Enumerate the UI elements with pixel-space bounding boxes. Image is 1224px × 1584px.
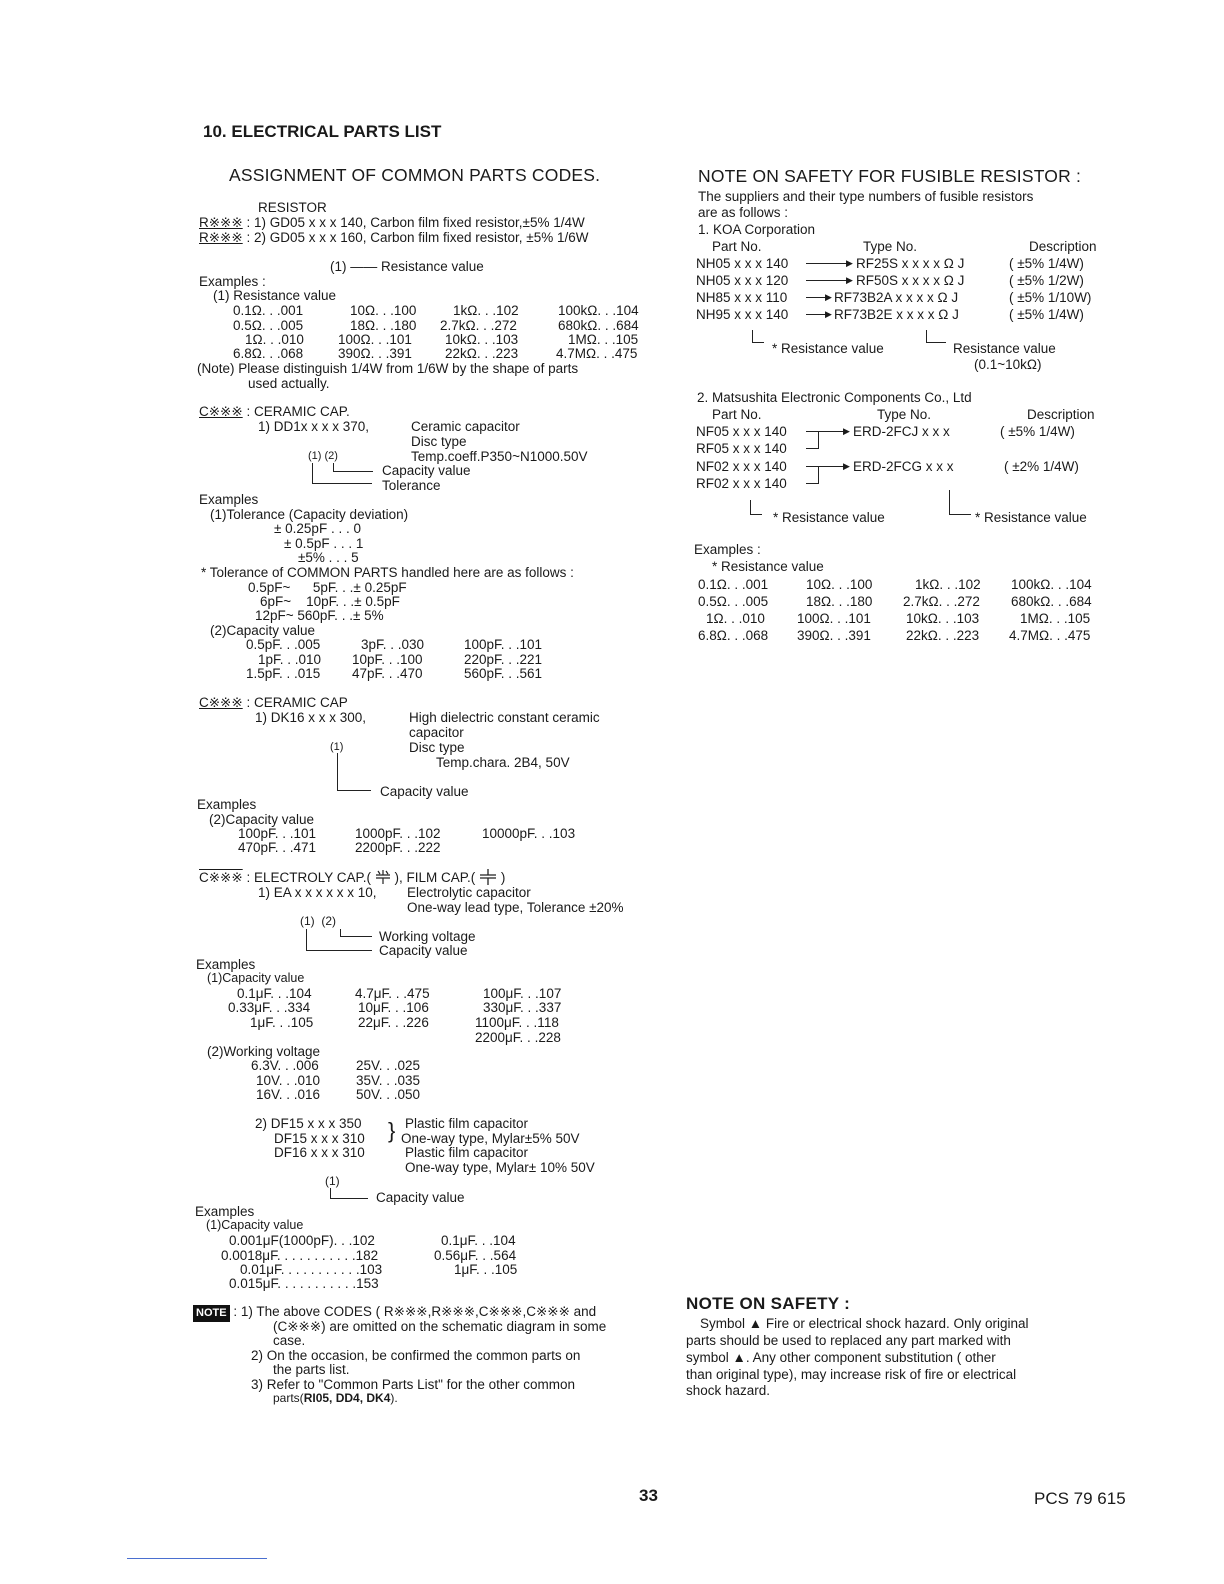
arrow-right-icon: ▶ [825,292,832,302]
table-cell: 2200pF. . .222 [355,840,441,855]
table-cell: 100pF. . .101 [464,637,543,652]
bracket-line [750,500,751,514]
table-cell: NF02 x x x 140 [696,459,787,474]
table-cell: 680kΩ. . .684 [558,318,639,333]
ceramic2-desc3: Temp.chara. 2B4, 50V [436,755,570,770]
table-cell: 6.8Ω. . .068 [233,346,304,361]
safety-l4: than original type), may increase risk of fire or electrical [686,1367,1017,1382]
electro-wv-label: Working voltage [379,929,476,944]
ceramic1-desc3: Temp.coeff.P350~N1000.50V [411,449,588,464]
model-number: PCS 79 615 [1034,1489,1126,1508]
arrow-line [818,466,819,483]
bracket-line [926,342,946,343]
footer-rule [127,1558,267,1559]
safety-l3: symbol ▲. Any other component substitution ( other [686,1350,996,1365]
table-cell: 220pF. . .221 [464,652,543,667]
table-cell: RF05 x x x 140 [696,441,787,456]
fusible-intro2: are as follows : [698,205,789,220]
bracket-line [926,330,927,342]
table-cell: RF73B2A x x x x Ω J [834,290,959,305]
table-cell: 0.5Ω. . .005 [698,594,769,609]
bracket-line [752,330,753,342]
table-cell: 1Ω. . .010 [706,611,765,626]
bracket-line [750,514,762,515]
tol-row: 12pF~ 560pF. . .± 5% [255,608,384,623]
ceramic2-desc1: High dielectric constant ceramic [409,710,600,725]
table-cell: 100μF. . .107 [483,986,562,1001]
assign-title: ASSIGNMENT OF COMMON PARTS CODES. [229,165,601,185]
col-header: Description [1029,239,1097,254]
table-cell: NH95 x x x 140 [696,307,789,322]
bracket-line [312,463,313,483]
table-cell: ( ±5% 1/10W) [1009,290,1092,305]
resistor-note1: (Note) Please distinguish 1/4W from 1/6W by the shape of parts [197,361,579,376]
col-header: Part No. [712,239,762,254]
table-cell: 1kΩ. . .102 [453,303,519,318]
table-cell: 22kΩ. . .223 [445,346,519,361]
table-cell: 6.8Ω. . .068 [698,628,769,643]
bracket-line [330,1188,331,1198]
arrow-right-icon: ▶ [843,461,850,471]
ceramic1-heading: C※※※ : CERAMIC CAP. [199,404,350,419]
bracket-line [330,1198,368,1199]
table-cell: 0.1Ω. . .001 [233,303,304,318]
film-examples: Examples [195,1204,255,1219]
fusible-title: NOTE ON SAFETY FOR FUSIBLE RESISTOR : [698,166,1082,186]
table-cell: 35V. . .035 [356,1073,421,1088]
ceramic2-line: 1) DK16 x x x 300, [255,710,367,725]
electro-desc1: Electrolytic capacitor [407,885,531,900]
note-line3b: parts(RI05, DD4, DK4). [273,1391,398,1405]
table-cell: 47pF. . .470 [352,666,423,681]
table-cell: 1MΩ. . .105 [568,332,639,347]
table-cell: 1Ω. . .010 [245,332,304,347]
brace-icon: } [388,1118,396,1143]
electro-sub2: (2)Working voltage [207,1044,321,1059]
electro-examples: Examples [196,957,256,972]
electro-marks: (1) (2) [300,914,336,928]
table-cell: 1000pF. . .102 [355,826,441,841]
film-d4: One-way type, Mylar± 10% 50V [405,1160,595,1175]
table-cell: NH05 x x x 140 [696,256,789,271]
col-header: Description [1027,407,1095,422]
koa-res-range: (0.1~10kΩ) [974,357,1042,372]
table-cell: 1MΩ. . .105 [1020,611,1091,626]
film-d1: Plastic film capacitor [405,1116,529,1131]
safety-l2: parts should be used to replaced any part marked with [686,1333,1011,1348]
table-cell: 560pF. . .561 [464,666,543,681]
arrow-line [806,263,848,264]
safety-l5: shock hazard. [686,1383,771,1398]
tol-item: ± 0.5pF . . . 1 [284,536,364,551]
film-l2: DF15 x x x 310 [274,1131,365,1146]
table-cell: NH85 x x x 110 [696,290,788,305]
arrow-line [806,483,819,484]
table-cell: 470pF. . .471 [238,840,317,855]
table-cell: 10pF. . .100 [352,652,423,667]
tol-row: 0.5pF~ 5pF. . .± 0.25pF [248,580,407,595]
table-cell: 390Ω. . .391 [338,346,412,361]
table-cell: ( ±2% 1/4W) [1004,459,1079,474]
table-cell: ERD-2FCG x x x [853,459,954,474]
electro-line: 1) EA x x x x x x 10, [258,885,377,900]
koa-res-label2: Resistance value [953,341,1056,356]
table-cell: 0.015μF. . . . . . . . . . .153 [229,1276,379,1291]
section-title: 10. ELECTRICAL PARTS LIST [203,122,442,141]
arrow-line [806,280,848,281]
resistor-heading: RESISTOR [258,200,327,215]
electro-cap-label: Capacity value [379,943,468,958]
table-cell: 2.7kΩ. . .272 [903,594,980,609]
note-line1b: (C※※※) are omitted on the schematic diagram in some [273,1319,607,1334]
table-cell: 4.7μF. . .475 [355,986,430,1001]
table-cell: 50V. . .050 [356,1087,421,1102]
table-cell: 0.5Ω. . .005 [233,318,304,333]
arrow-line [806,466,846,467]
bracket-line [949,514,971,515]
ceramic1-desc2: Disc type [411,434,467,449]
resistor-examples: Examples : [199,274,266,289]
film-mark: (1) [325,1174,340,1188]
table-cell: 4.7MΩ. . .475 [556,346,638,361]
table-cell: 100Ω. . .101 [797,611,871,626]
resistor-note2: used actually. [248,376,330,391]
table-cell: 6.3V. . .006 [251,1058,319,1073]
table-cell: 1kΩ. . .102 [915,577,981,592]
film-l3: DF16 x x x 310 [274,1145,365,1160]
resistor-marker-label: (1) —— Resistance value [330,259,484,274]
ceramic1-sub2: (2)Capacity value [210,623,316,638]
safety-title: NOTE ON SAFETY : [686,1294,851,1313]
arrow-line [818,431,819,448]
ceramic2-desc2: Disc type [409,740,465,755]
table-cell: RF73B2E x x x x Ω J [834,307,959,322]
table-cell: 0.01μF. . . . . . . . . . .103 [240,1262,383,1277]
table-cell: 10μF. . .106 [358,1000,429,1015]
bracket-line [340,936,372,937]
tol-row: 6pF~ 10pF. . .± 0.5pF [260,594,400,609]
arrow-line [806,431,846,432]
koa-res-label1: * Resistance value [772,341,884,356]
table-cell: 22kΩ. . .223 [906,628,980,643]
note-badge: NOTE [193,1305,230,1322]
bracket-line [337,753,338,790]
ceramic2-sub: (2)Capacity value [209,812,315,827]
bracket-line [340,929,341,936]
table-cell: 0.0018μF. . . . . . . . . . .182 [221,1248,379,1263]
table-cell: ( ±5% 1/4W) [1000,424,1075,439]
resistor-line2: R※※※ : 2) GD05 x x x 160, Carbon film fixed resistor, ±5% 1/6W [199,230,589,245]
bracket-line [337,790,371,791]
table-cell: 0.33μF. . .334 [228,1000,311,1015]
table-cell: 10Ω. . .100 [350,303,417,318]
table-cell: 2.7kΩ. . .272 [440,318,517,333]
ceramic1-sub1: (1)Tolerance (Capacity deviation) [210,507,409,522]
table-cell: 2200μF. . .228 [475,1030,561,1045]
table-cell: 1μF. . .105 [454,1262,518,1277]
table-cell: ERD-2FCJ x x x [853,424,950,439]
bracket-line [306,929,307,950]
table-cell: RF50S x x x x Ω J [856,273,965,288]
table-cell: 0.1μF. . .104 [441,1233,516,1248]
table-cell: 0.1μF. . .104 [237,986,312,1001]
safety-l1: Symbol ▲ Fire or electrical shock hazard. Only original [700,1316,1029,1331]
table-cell: NH05 x x x 120 [696,273,789,288]
ceramic2-heading: C※※※ : CERAMIC CAP [199,695,348,710]
table-cell: ( ±5% 1/2W) [1009,273,1084,288]
table-cell: 100kΩ. . .104 [1011,577,1092,592]
bracket-line [949,490,950,514]
film-l1: 2) DF15 x x x 350 [255,1116,362,1131]
ceramic1-examples: Examples [199,492,259,507]
page-number: 33 [639,1486,658,1505]
electro-sub1: (1)Capacity value [207,971,305,985]
resistor-line1: R※※※ : 1) GD05 x x x 140, Carbon film fixed resistor,±5% 1/4W [199,215,585,230]
note-line3a: 3) Refer to "Common Parts List" for the other common [251,1377,575,1392]
bracket-line [752,342,764,343]
table-cell: 330μF. . .337 [483,1000,562,1015]
arrow-right-icon: ▶ [846,258,853,268]
ceramic2-examples: Examples [197,797,257,812]
bracket-line [333,471,373,472]
ceramic2-desc1b: capacitor [409,725,464,740]
table-cell: 10Ω. . .100 [806,577,873,592]
matsu-res-label2: * Resistance value [975,510,1087,525]
matsu-res-label1: * Resistance value [773,510,885,525]
film-cap-label: Capacity value [376,1190,465,1205]
resistor-code: R※※※ [199,215,243,230]
table-cell: 1μF. . .105 [250,1015,314,1030]
table-cell: 100pF. . .101 [238,826,317,841]
ceramic1-tol-label: Tolerance [382,478,441,493]
table-cell: 22μF. . .226 [358,1015,429,1030]
arrow-right-icon: ▶ [846,275,853,285]
arrow-right-icon: ▶ [843,426,850,436]
bracket-line [312,483,372,484]
ceramic2-mark: (1) [330,741,344,753]
note-line1: NOTE : 1) The above CODES ( R※※※,R※※※,C※※※,C※※※ and [193,1304,596,1322]
col-header: Type No. [877,407,932,422]
fusible-sub: * Resistance value [712,559,824,574]
table-cell: RF25S x x x x Ω J [856,256,965,271]
table-cell: 4.7MΩ. . .475 [1009,628,1091,643]
fusible-examples: Examples : [694,542,761,557]
note-line2a: 2) On the occasion, be confirmed the common parts on [251,1348,581,1363]
table-cell: 0.1Ω. . .001 [698,577,769,592]
tol-item: ± 0.25pF . . . 0 [274,521,361,536]
table-cell: 100kΩ. . .104 [558,303,639,318]
electro-heading: C※※※ : ELECTROLY CAP.( ), FILM CAP.( ) [199,870,506,885]
col-header: Part No. [712,407,762,422]
table-cell: 18Ω. . .180 [350,318,417,333]
fusible-intro1: The suppliers and their type numbers of fusible resistors [698,189,1034,204]
table-cell: 1pF. . .010 [258,652,322,667]
table-cell: 1100μF. . .118 [475,1015,559,1030]
table-cell: 0.5pF. . .005 [246,637,321,652]
film-cap-symbol-icon [479,870,497,885]
table-cell: 10kΩ. . .103 [906,611,980,626]
fusible-matsu: 2. Matsushita Electronic Components Co., Ltd [697,390,972,405]
table-cell: 1.5pF. . .015 [246,666,321,681]
ceramic1-cap-label: Capacity value [382,463,471,478]
table-cell: 100Ω. . .101 [338,332,412,347]
bracket-line [333,463,334,471]
table-cell: 3pF. . .030 [361,637,425,652]
table-cell: 0.001μF(1000pF). . .102 [229,1233,375,1248]
table-cell: ( ±5% 1/4W) [1009,256,1084,271]
col-header: Type No. [863,239,918,254]
table-cell: RF02 x x x 140 [696,476,787,491]
table-cell: 390Ω. . .391 [797,628,871,643]
fusible-koa: 1. KOA Corporation [698,222,816,237]
table-cell: 10V. . .010 [256,1073,321,1088]
table-cell: 10kΩ. . .103 [445,332,519,347]
table-cell: 18Ω. . .180 [806,594,873,609]
table-cell: 25V. . .025 [356,1058,421,1073]
ceramic2-cap-label: Capacity value [380,784,469,799]
arrow-line [806,448,819,449]
film-d3: Plastic film capacitor [405,1145,529,1160]
film-sub: (1)Capacity value [206,1218,304,1232]
ceramic1-desc1: Ceramic capacitor [411,419,520,434]
table-cell: 0.56μF. . .564 [434,1248,517,1263]
tol-item: ±5% . . . 5 [298,550,359,565]
table-cell: ( ±5% 1/4W) [1009,307,1084,322]
arrow-right-icon: ▶ [825,309,832,319]
note-line2b: the parts list. [273,1362,350,1377]
electro-desc2: One-way lead type, Tolerance ±20% [407,900,624,915]
ceramic1-marks: (1) (2) [308,450,338,462]
electrolytic-symbol-icon [375,870,391,885]
note-line1c: case. [273,1333,306,1348]
table-cell: NF05 x x x 140 [696,424,787,439]
ceramic1-star-note: * Tolerance of COMMON PARTS handled here are as follows : [201,565,574,580]
table-cell: 10000pF. . .103 [482,826,576,841]
ceramic1-line: 1) DD1x x x x 370, [258,419,370,434]
table-cell: 16V. . .016 [256,1087,321,1102]
bracket-line [306,950,372,951]
table-cell: 680kΩ. . .684 [1011,594,1092,609]
film-d2: One-way type, Mylar±5% 50V [401,1131,580,1146]
resistor-sub: (1) Resistance value [213,288,337,303]
